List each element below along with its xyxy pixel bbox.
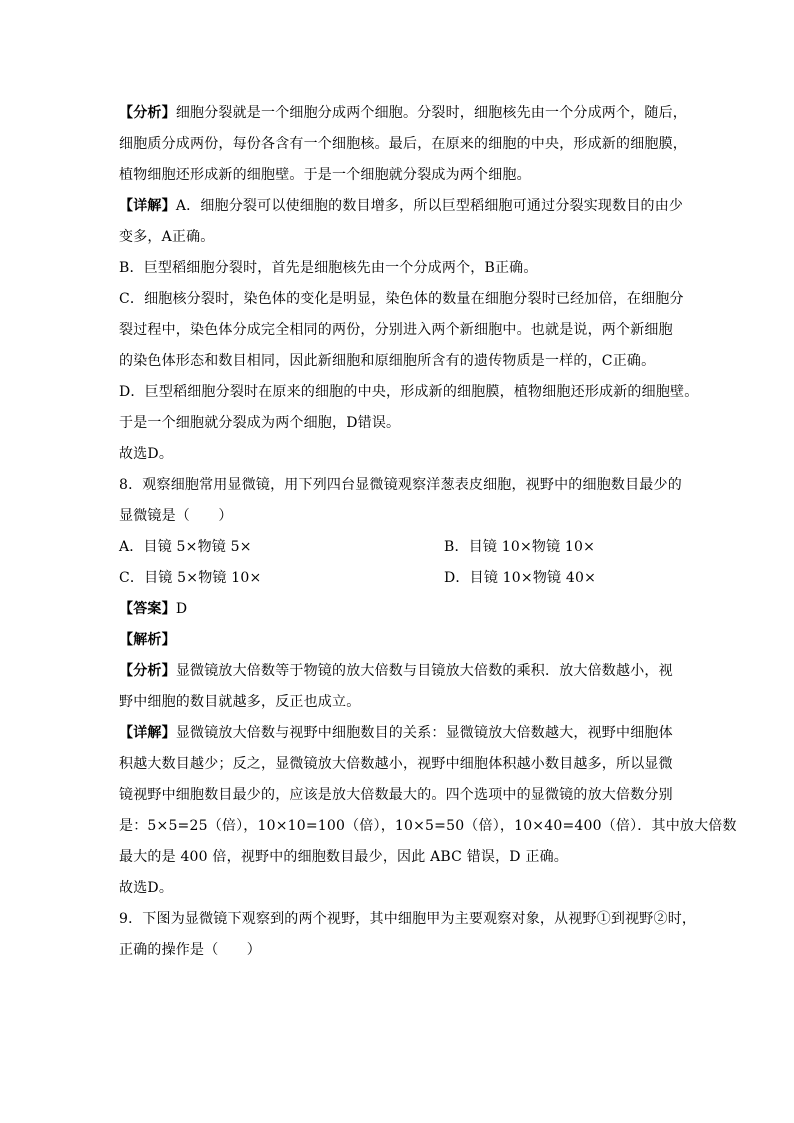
detail-line-8: 于是一个细胞就分裂成为两个细胞，D错误。 [119, 415, 401, 431]
q8-analysis-line-1 [119, 656, 679, 687]
document-content [119, 98, 737, 966]
q8-detail-text: 显微镜放大倍数与视野中细胞数目的关系：显微镜放大倍数越大，视野中细胞体 [175, 725, 673, 741]
detail-line-3: B．巨型稻细胞分裂时，首先是细胞核先由一个分成两个，B正确。 [119, 260, 538, 276]
option-c: C．目镜 5×物镜 10× [119, 570, 262, 586]
detail-line-6: 的染色体形态和数目相同，因此新细胞和原细胞所含有的遗传物质是一样的，C正确。 [119, 353, 656, 369]
q8-analysis-text: 显微镜放大倍数等于物镜的放大倍数与目镜放大倍数的乘积．放大倍数越小，视 [175, 663, 673, 679]
question-8-line-1: 8．观察细胞常用显微镜，用下列四台显微镜观察洋葱表皮细胞，视野中的细胞数目最少的 [119, 477, 682, 493]
question-9-line-1: 9．下图为显微镜下观察到的两个视野，其中细胞甲为主要观察对象，从视野①到视野②时， [119, 911, 697, 927]
option-b: B．目镜 10×物镜 10× [444, 539, 596, 555]
options-row-2 [119, 563, 679, 594]
option-d: D．目镜 10×物镜 40× [444, 570, 597, 586]
detail-line-2: 变多，A正确。 [119, 229, 215, 245]
conclusion-line: 故选D。 [119, 446, 174, 462]
q8-detail-tag: 【详解】 [119, 725, 176, 741]
q8-detail-line-3: 镜视野中细胞数目最少的，应该是放大倍数最大的。四个选项中的显微镜的放大倍数分别 [119, 787, 673, 803]
option-a: A．目镜 5×物镜 5× [119, 539, 252, 555]
analysis-line-3: 植物细胞还形成新的细胞壁。于是一个细胞就分裂成为两个细胞。 [119, 167, 531, 183]
question-9-line-2: 正确的操作是（ ） [119, 942, 261, 958]
question-8-line-2: 显微镜是（ ） [119, 508, 233, 524]
detail-line-7: D．巨型稻细胞分裂时在原来的细胞的中央，形成新的细胞膜，植物细胞还形成新的细胞壁。 [119, 384, 699, 400]
q8-detail-line-2: 积越大数目越少；反之，显微镜放大倍数越小，视野中细胞体积越小数目越多，所以显微 [119, 756, 673, 772]
detail-text: A．细胞分裂可以使细胞的数目增多，所以巨型稻细胞可通过分裂实现数目的由少 [175, 198, 684, 214]
q8-conclusion-line: 故选D。 [119, 880, 174, 896]
q8-detail-line-5: 最大的是 400 倍，视野中的细胞数目最少，因此 ABC 错误，D 正确。 [119, 849, 568, 865]
answer-value: D [175, 601, 188, 617]
detail-line-4: C．细胞核分裂时，染色体的变化是明显，染色体的数量在细胞分裂时已经加倍，在细胞分 [119, 291, 684, 307]
options-row-1 [119, 532, 679, 563]
jiexi-heading: 【解析】 [119, 632, 176, 648]
analysis-text: 细胞分裂就是一个细胞分成两个细胞。分裂时，细胞核先由一个分成两个，随后， [175, 105, 688, 121]
detail-line-1 [119, 191, 684, 222]
analysis-line-1 [119, 98, 688, 129]
answer-tag: 【答案】 [119, 601, 176, 617]
detail-line-5: 裂过程中，染色体分成完全相同的两份，分别进入两个新细胞中。也就是说，两个新细胞 [119, 322, 673, 338]
q8-detail-line-4: 是：5×5=25（倍），10×10=100（倍），10×5=50（倍），10×40=400（倍）．其中放大倍数 [119, 818, 737, 834]
answer-line [119, 594, 679, 625]
analysis-line-2: 细胞质分成两份，每份各含有一个细胞核。最后，在原来的细胞的中央，形成新的细胞膜， [119, 136, 687, 152]
q8-analysis-line-2: 野中细胞的数目就越多，反正也成立。 [119, 694, 361, 710]
q8-detail-line-1 [119, 718, 679, 749]
q8-analysis-tag: 【分析】 [119, 663, 176, 679]
detail-tag: 【详解】 [119, 198, 176, 214]
analysis-tag: 【分析】 [119, 105, 176, 121]
